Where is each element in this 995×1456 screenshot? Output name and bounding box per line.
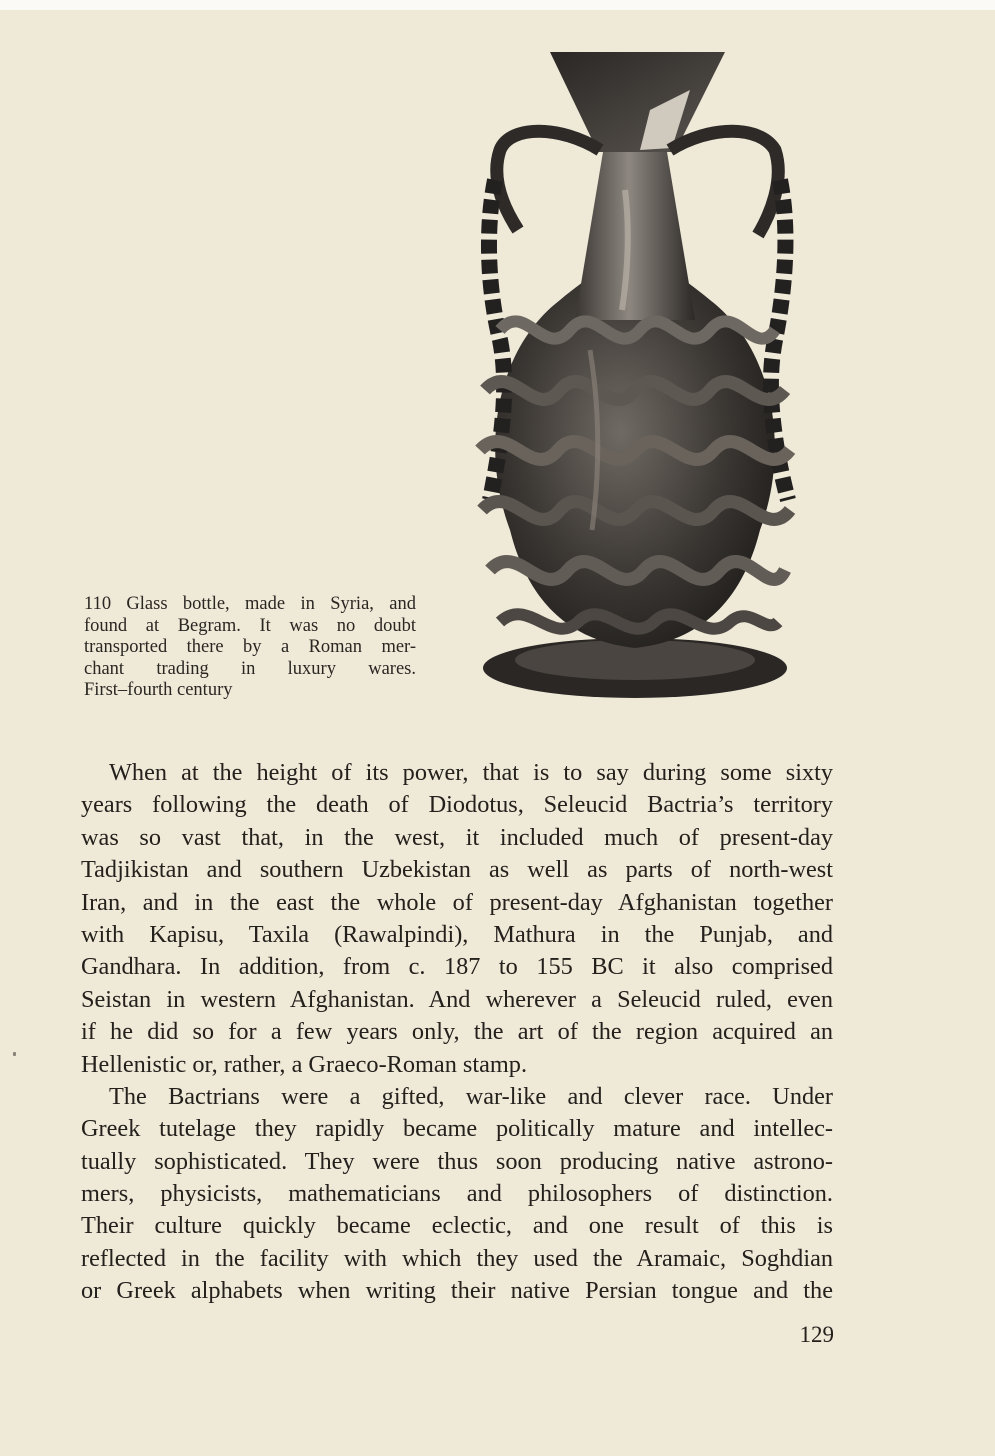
figure-caption — [84, 594, 416, 702]
text-line: Their culture quickly became eclectic, and one result of this is — [81, 1212, 833, 1240]
text-line: with Kapisu, Taxila (Rawalpindi), Mathura in the Punjab, and — [81, 920, 833, 948]
text-line: When at the height of its power, that is to say during some sixty — [109, 759, 833, 786]
page-number: 129 — [799, 1322, 834, 1347]
text-line: reflected in the facility with which they used the Aramaic, Soghdian — [81, 1244, 833, 1272]
page-top-edge — [0, 0, 995, 10]
text-line: tually sophisticated. They were thus soon producing native astrono- — [81, 1147, 833, 1175]
text-line: was so vast that, in the west, it included much of present-day — [81, 823, 833, 851]
text-line: Greek tutelage they rapidly became politically mature and intellec- — [81, 1115, 833, 1143]
caption-line: chant trading in luxury wares. — [84, 658, 416, 679]
text-line: Tadjikistan and southern Uzbekistan as well as parts of north-west — [81, 856, 833, 884]
caption-line: First–fourth century — [84, 680, 233, 700]
paragraph-2 — [81, 1081, 833, 1308]
book-page — [0, 10, 995, 1456]
text-line: Hellenistic or, rather, a Graeco-Roman stamp. — [81, 1050, 528, 1078]
caption-line: transported there by a Roman mer- — [84, 637, 416, 657]
scan-speck — [13, 1052, 16, 1056]
caption-line: found at Begram. It was no doubt — [84, 615, 416, 636]
text-line: years following the death of Diodotus, Seleucid Bactria’s territory — [81, 791, 833, 819]
body-text — [81, 757, 833, 1308]
text-line: Seistan in western Afghanistan. And wherever a Seleucid ruled, even — [81, 985, 833, 1013]
caption-line: 110 Glass bottle, made in Syria, and — [84, 594, 416, 614]
paragraph-1 — [81, 757, 833, 1081]
text-line: Gandhara. In addition, from c. 187 to 155 BC it also comprised — [81, 953, 833, 981]
text-line: if he did so for a few years only, the art of the region acquired an — [81, 1018, 833, 1046]
glass-bottle-photo — [440, 30, 830, 730]
glass-bottle-illustration — [440, 30, 830, 730]
text-line: Iran, and in the east the whole of present-day Afghanistan together — [81, 888, 833, 916]
text-line: or Greek alphabets when writing their native Persian tongue and the — [81, 1277, 833, 1305]
text-line: The Bactrians were a gifted, war-like and clever race. Under — [109, 1082, 833, 1110]
text-line: mers, physicists, mathematicians and philosophers of distinction. — [81, 1180, 833, 1208]
